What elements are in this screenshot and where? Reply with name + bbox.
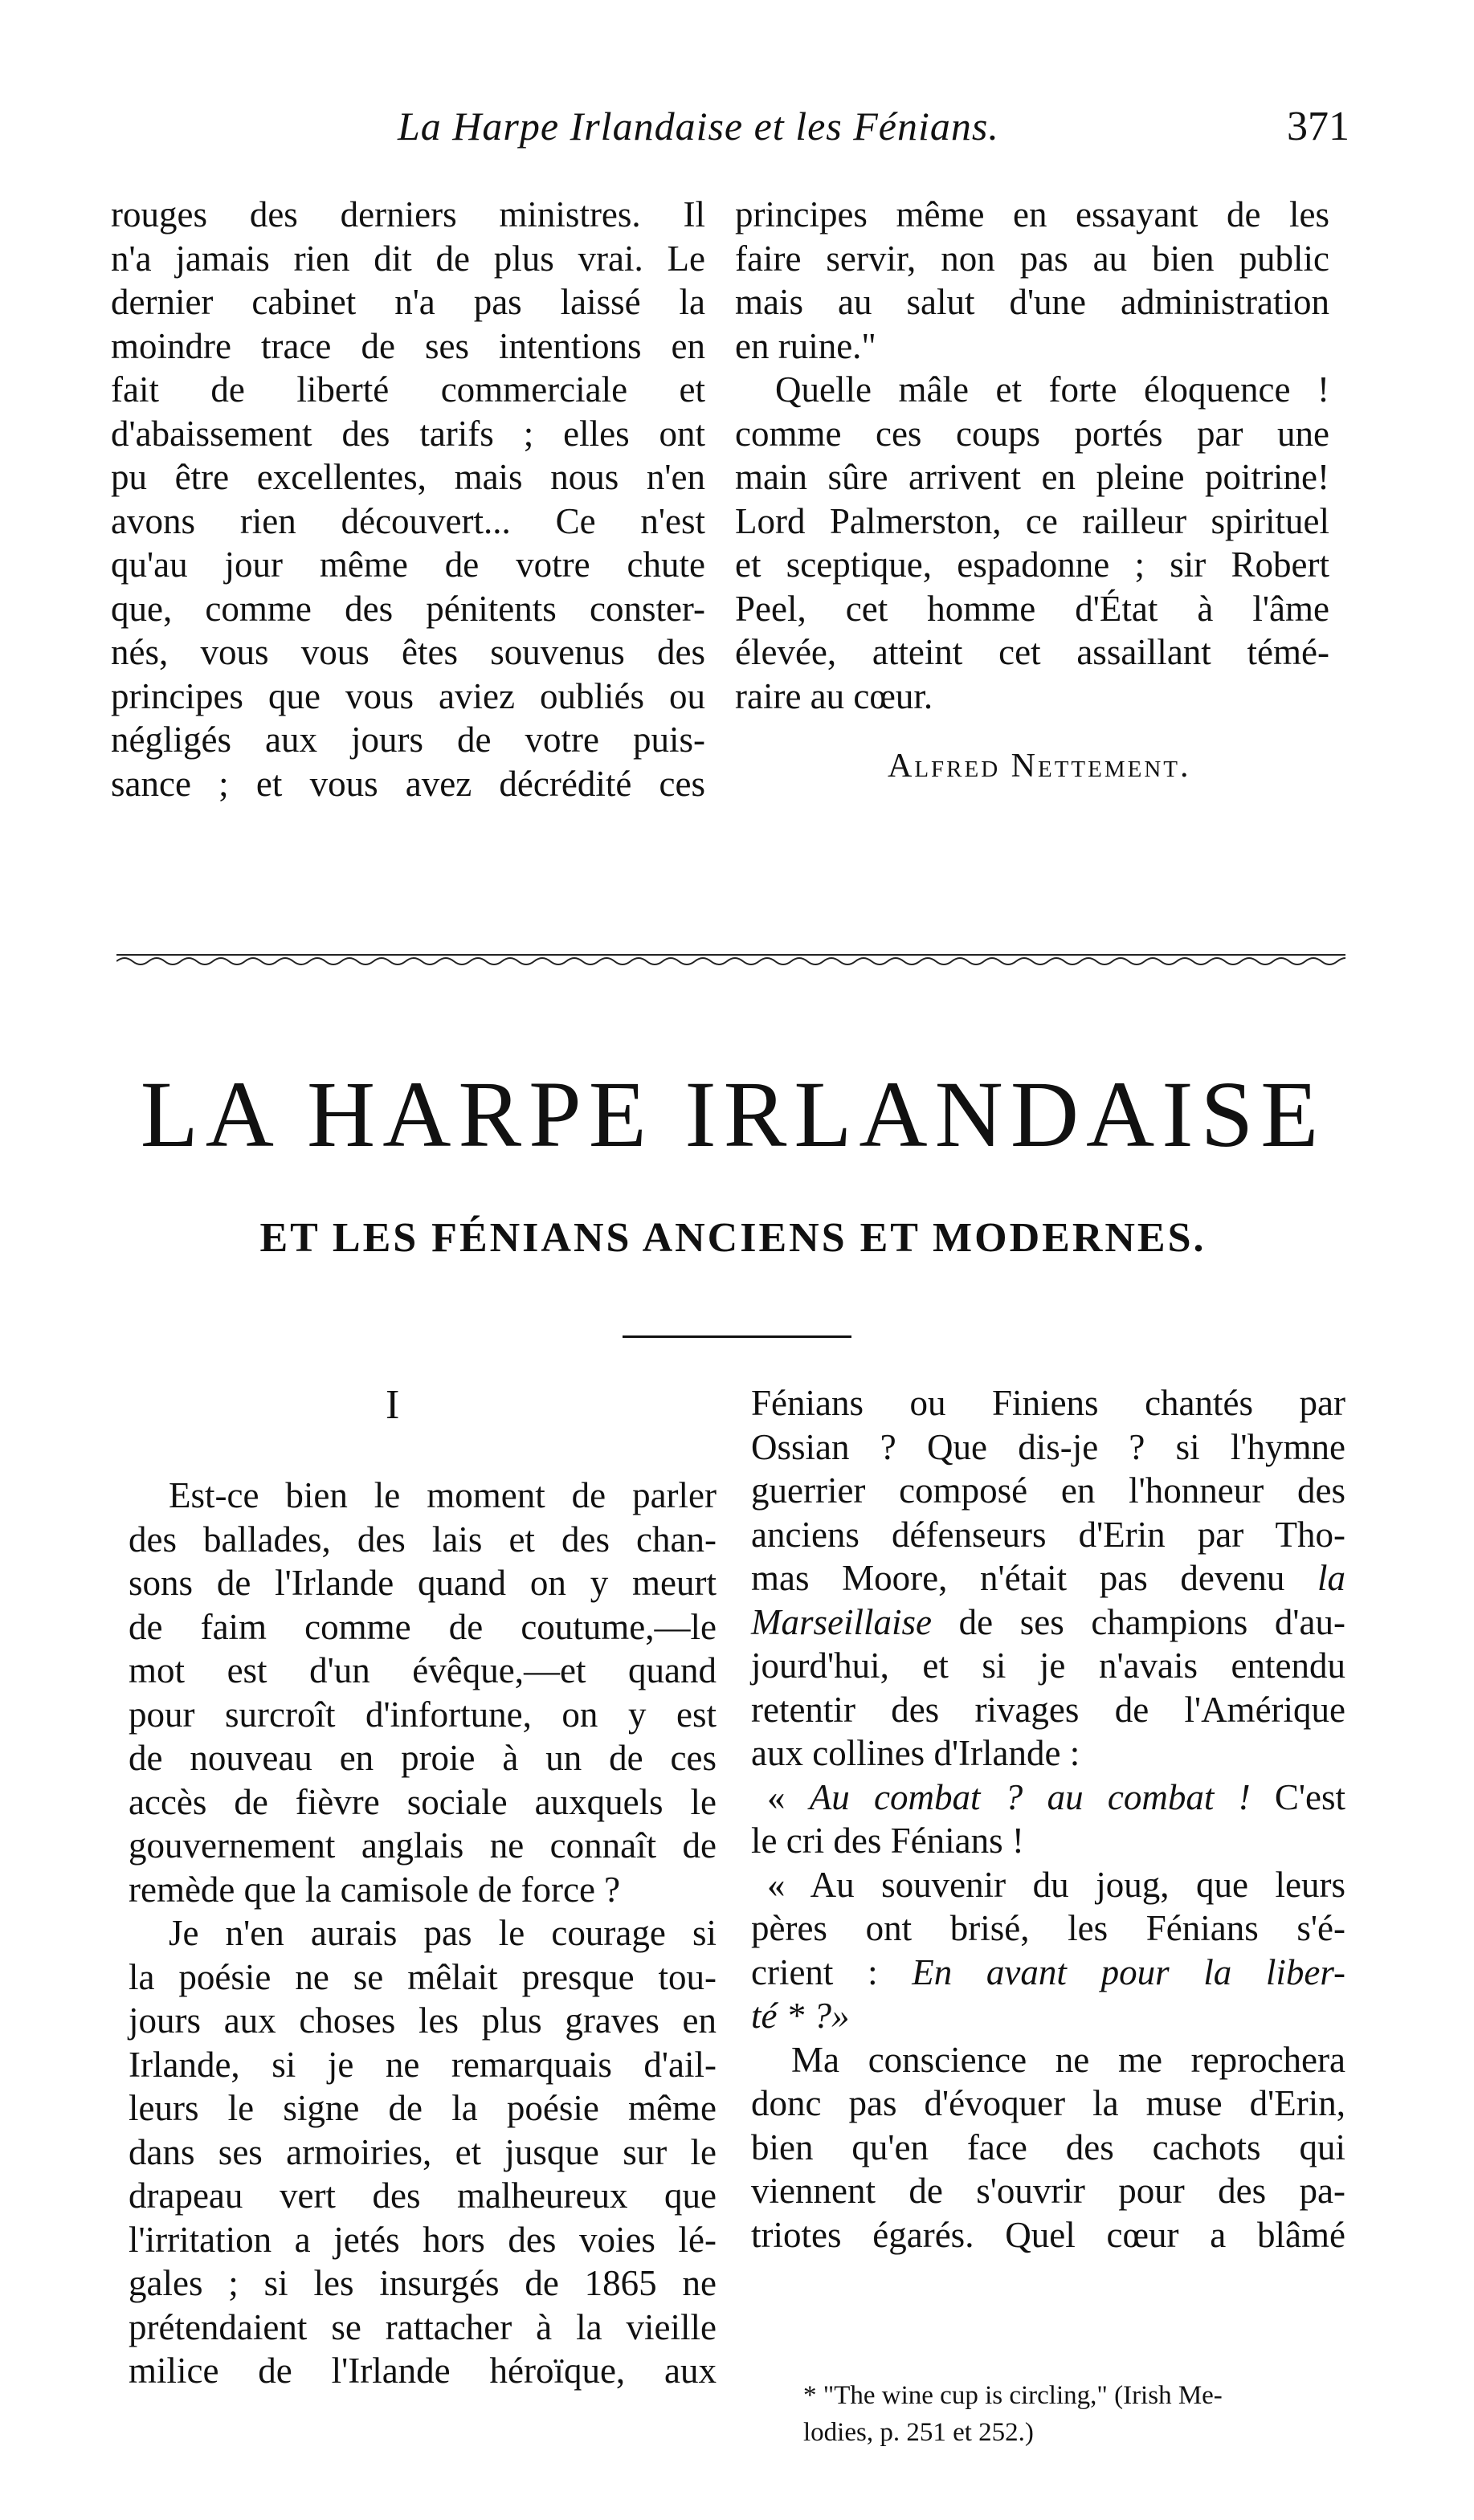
text-line xyxy=(751,1776,1345,1820)
text-line: principes que vous aviez oubliés ou xyxy=(111,675,705,716)
text-line: des ballades, des lais et des chan- xyxy=(129,1519,717,1560)
text-line: jourd'hui, et si je n'avais entendu xyxy=(751,1645,1345,1686)
text-line: dernier cabinet n'a pas laissé la xyxy=(111,282,705,322)
text-line: triotes égarés. Quel cœur a blâmé xyxy=(751,2214,1345,2255)
text-line: faire servir, non pas au bien public xyxy=(735,238,1329,279)
text-line: accès de fièvre sociale auxquels le xyxy=(129,1781,717,1822)
text-line: comme ces coups portés par une xyxy=(735,413,1329,454)
text-fragment: crient : xyxy=(751,1951,913,1992)
paragraph xyxy=(751,2038,1345,2257)
text-line: l'irritation a jetés hors des voies lé- xyxy=(129,2219,717,2260)
text-line: main sûre arrivent en pleine poitrine! xyxy=(735,457,1329,497)
italic-word: la xyxy=(1317,1558,1345,1598)
text-line: rouges des derniers ministres. Il xyxy=(111,194,705,234)
text-line: raire au cœur. xyxy=(735,675,933,716)
text-line: fait de liberté commerciale et xyxy=(111,369,705,410)
text-line: jours aux choses les plus graves en xyxy=(129,2000,717,2041)
running-head xyxy=(112,103,1349,159)
text-line: Je n'en aurais pas le courage si xyxy=(169,1913,717,1953)
text-line: pour surcroît d'infortune, on y est xyxy=(129,1694,717,1735)
footnote-line: * "The wine cup is circling," (Irish Me- xyxy=(803,2381,1223,2410)
text-line: sance ; et vous avez décrédité ces xyxy=(111,763,705,804)
text-line: le cri des Fénians ! xyxy=(751,1821,1024,1861)
text-line: n'a jamais rien dit de plus vrai. Le xyxy=(111,238,705,279)
text-line: Lord Palmerston, ce railleur spirituel xyxy=(735,500,1329,541)
text-line: viennent de s'ouvrir pour des pa- xyxy=(751,2171,1345,2211)
paragraph xyxy=(751,1381,1345,1776)
text-line: remède que la camisole de force ? xyxy=(129,1869,621,1910)
text-line: nés, vous vous êtes souvenus des xyxy=(111,632,705,672)
bottom-right-column xyxy=(751,1381,1345,2257)
paragraph xyxy=(751,1863,1345,2038)
text-line: bien qu'en face des cachots qui xyxy=(751,2127,1345,2167)
text-line: drapeau vert des malheureux que xyxy=(129,2175,717,2216)
text-line: prétendaient se rattacher à la vieille xyxy=(129,2306,717,2347)
text-line: pu être excellentes, mais nous n'en xyxy=(111,457,705,497)
text-fragment: « xyxy=(767,1776,810,1817)
text-line: Est-ce bien le moment de parler xyxy=(169,1475,717,1515)
section-numeral: I xyxy=(386,1382,400,1428)
text-fragment: C'est xyxy=(1250,1776,1345,1817)
text-fragment: de ses champions d'au- xyxy=(931,1601,1345,1642)
text-line: mais au salut d'une administration xyxy=(735,282,1329,322)
ornamental-rule xyxy=(116,950,1345,968)
paragraph xyxy=(129,1911,717,2393)
text-line: « Au souvenir du joug, que leurs xyxy=(767,1864,1345,1905)
author-signature: Alfred Nettement. xyxy=(888,748,1191,785)
text-line: Fénians ou Finiens chantés par xyxy=(751,1383,1345,1423)
italic-title: Marseillaise xyxy=(751,1601,932,1642)
text-line: milice de l'Irlande héroïque, aux xyxy=(129,2351,717,2391)
footnote-line: lodies, p. 251 et 252.) xyxy=(803,2418,1034,2447)
text-line: donc pas d'évoquer la muse d'Erin, xyxy=(751,2083,1345,2123)
text-line: Ma conscience ne me reprochera xyxy=(791,2039,1345,2080)
text-line: aux collines d'Irlande : xyxy=(751,1733,1080,1773)
text-fragment: mas Moore, n'était pas devenu xyxy=(751,1558,1285,1598)
title-divider xyxy=(623,1335,851,1338)
text-line: guerrier composé en l'honneur des xyxy=(751,1470,1345,1511)
text-line xyxy=(751,1556,1345,1600)
text-line: principes même en essayant de les xyxy=(735,194,1329,234)
paragraph xyxy=(735,193,1329,368)
text-line: avons rien découvert... Ce n'est xyxy=(111,500,705,541)
running-title: La Harpe Irlandaise et les Fénians. xyxy=(398,104,999,149)
text-line: gouvernement anglais ne connaît de xyxy=(129,1825,717,1866)
text-line: pères ont brisé, les Fénians s'é- xyxy=(751,1908,1345,1948)
article-subtitle: ET LES FÉNIANS ANCIENS ET MODERNES. xyxy=(259,1215,1207,1261)
text-line: la poésie ne se mêlait presque tou- xyxy=(129,1956,717,1997)
text-line: d'abaissement des tarifs ; elles ont xyxy=(111,413,705,454)
text-line: gales ; si les insurgés de 1865 ne xyxy=(129,2263,717,2303)
text-line: que, comme des pénitents conster- xyxy=(111,588,705,629)
italic-quote: Au combat ? au combat ! xyxy=(809,1776,1251,1817)
text-line: anciens défenseurs d'Erin par Tho- xyxy=(751,1514,1345,1555)
italic-quote: En avant pour la liber- xyxy=(912,1951,1345,1992)
text-line: mot est d'un évêque,—et quand xyxy=(129,1650,717,1690)
article-title: LA HARPE IRLANDAISE xyxy=(140,1062,1326,1167)
text-line: té * ?» xyxy=(751,1996,850,2036)
text-line xyxy=(751,1600,1345,1645)
text-line: Peel, cet homme d'État à l'âme xyxy=(735,588,1329,629)
bottom-left-column xyxy=(129,1474,717,2393)
text-line: moindre trace de ses intentions en xyxy=(111,325,705,366)
footnote xyxy=(803,2377,1358,2451)
text-line: Irlande, si je ne remarquais d'ail- xyxy=(129,2044,717,2085)
text-line: leurs le signe de la poésie même xyxy=(129,2088,717,2128)
paragraph xyxy=(111,193,705,805)
text-line: Quelle mâle et forte éloquence ! xyxy=(775,369,1329,410)
text-line: élevée, atteint cet assaillant témé- xyxy=(735,632,1329,672)
text-line xyxy=(751,1951,1345,1995)
text-line: Ossian ? Que dis-je ? si l'hymne xyxy=(751,1426,1345,1467)
text-line: retentir des rivages de l'Amérique xyxy=(751,1689,1345,1730)
top-right-column xyxy=(735,193,1329,718)
paragraph xyxy=(751,1776,1345,1863)
top-left-column xyxy=(111,193,705,805)
page-number: 371 xyxy=(1287,104,1349,149)
text-line: dans ses armoiries, et jusque sur le xyxy=(129,2131,717,2172)
paragraph xyxy=(129,1474,717,1911)
paragraph xyxy=(735,368,1329,718)
text-line: qu'au jour même de votre chute xyxy=(111,544,705,585)
text-line: sons de l'Irlande quand on y meurt xyxy=(129,1563,717,1603)
text-line: en ruine." xyxy=(735,325,876,366)
text-line: et sceptique, espadonne ; sir Robert xyxy=(735,544,1329,585)
text-line: de nouveau en proie à un de ces xyxy=(129,1738,717,1778)
text-line: de faim comme de coutume,—le xyxy=(129,1606,717,1647)
text-line: négligés aux jours de votre puis- xyxy=(111,720,705,760)
